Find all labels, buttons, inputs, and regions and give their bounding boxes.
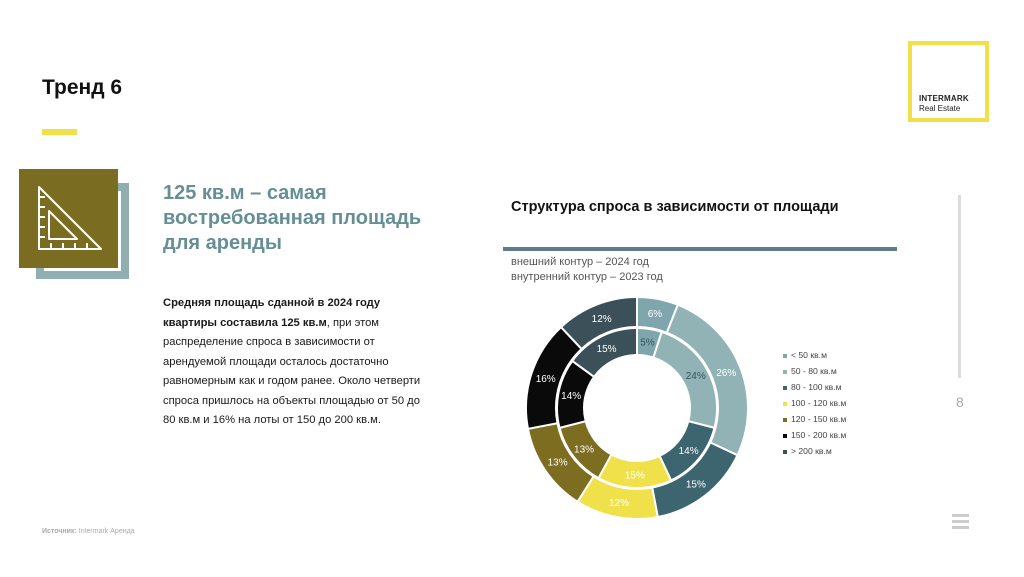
legend-swatch (783, 434, 787, 438)
source-label: Источник: (42, 528, 77, 535)
donut-label-outer-5: 16% (535, 373, 556, 385)
legend-label: 50 - 80 кв.м (791, 366, 837, 376)
chart-title: Структура спроса в зависимости от площади (511, 199, 839, 215)
headline: 125 кв.м – самая востребованная площадь для аренды (163, 182, 422, 254)
legend-swatch (783, 370, 787, 374)
donut-label-inner-5: 14% (561, 390, 582, 402)
legend-swatch (783, 402, 787, 406)
menu-icon-line (952, 526, 969, 529)
donut-label-outer-6: 12% (591, 314, 612, 326)
legend-label: 120 - 150 кв.м (791, 414, 847, 424)
source-note (42, 528, 135, 535)
menu-icon-line (952, 514, 969, 517)
donut-label-outer-0: 6% (647, 309, 663, 321)
donut-label-inner-0: 5% (640, 337, 655, 349)
chart-note-inner-ring: внутренний контур – 2023 год (511, 271, 663, 283)
donut-label-outer-3: 12% (609, 497, 630, 509)
donut-label-inner-2: 14% (678, 446, 699, 458)
donut-label-inner-3: 15% (624, 470, 645, 482)
legend-swatch (783, 450, 787, 454)
legend-swatch (783, 418, 787, 422)
donut-label-outer-2: 15% (685, 479, 706, 491)
page-number: 8 (956, 394, 964, 410)
legend-label: < 50 кв.м (791, 350, 827, 360)
body-text-rest: , при этом распределение спроса в зависимости от арендуемой площади осталось достаточно равномерным как и годом ранее. Около четверти спроса пришлось на объекты площадью от 50 до 80 кв.м и 16% на лоты от 150 до 200 кв.м. (163, 316, 421, 426)
donut-label-inner-6: 15% (596, 343, 617, 355)
logo-subtitle: Real Estate (919, 104, 961, 113)
logo-name: INTERMARK (919, 94, 969, 103)
legend-label: 80 - 100 кв.м (791, 382, 842, 392)
chart-note-outer-ring: внешний контур – 2024 год (511, 256, 649, 268)
side-divider (958, 195, 961, 378)
legend-label: > 200 кв.м (791, 446, 832, 456)
hamburger-menu-icon[interactable] (952, 514, 969, 530)
donut-label-outer-1: 26% (716, 368, 737, 380)
donut-label-inner-1: 24% (685, 371, 706, 383)
legend-swatch (783, 386, 787, 390)
donut-label-inner-4: 13% (574, 444, 595, 456)
page-title: Тренд 6 (42, 76, 123, 99)
legend-label: 100 - 120 кв.м (791, 398, 847, 408)
source-value: Intermark Аренда (78, 528, 135, 535)
body-text-bold: Средняя площадь сданной в 2024 году квартиры составила 125 кв.м (163, 297, 381, 329)
legend-swatch (783, 354, 787, 358)
menu-icon-line (952, 520, 969, 523)
donut-label-outer-4: 13% (547, 457, 568, 469)
legend-label: 150 - 200 кв.м (791, 430, 847, 440)
